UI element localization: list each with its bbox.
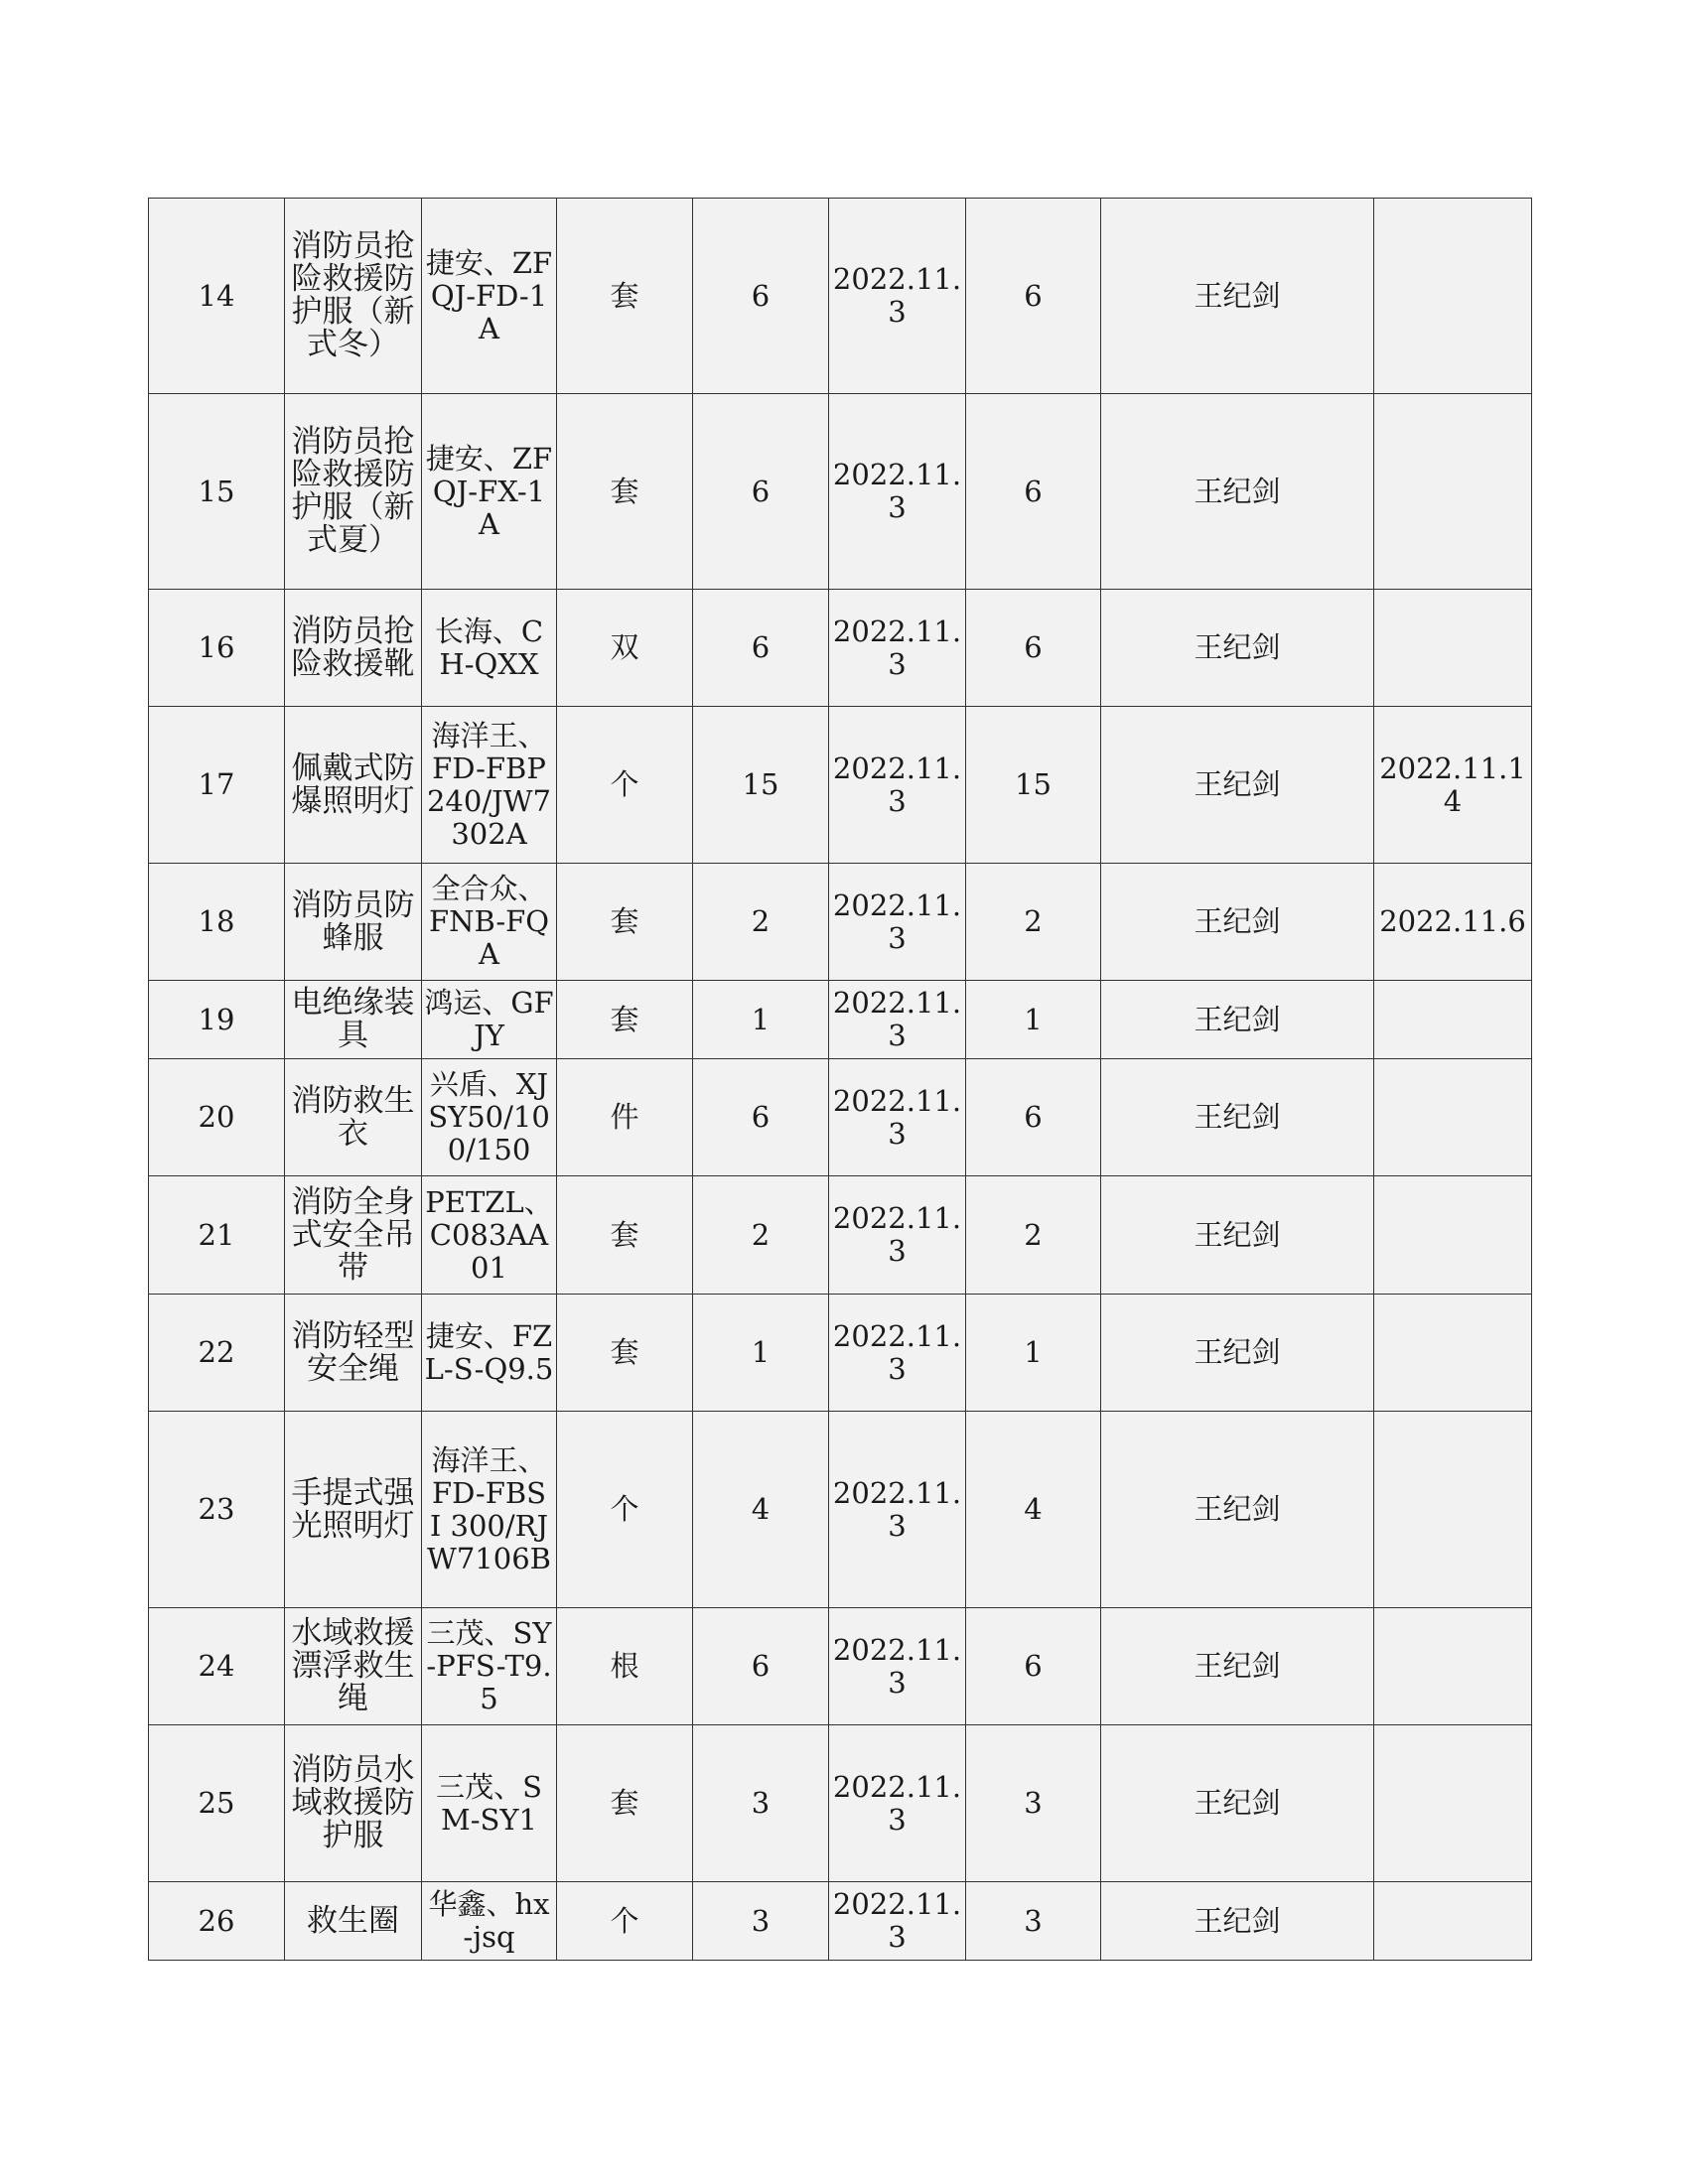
cell-model: 三茂、SM-SY1 bbox=[422, 1725, 557, 1882]
cell-name: 手提式强光照明灯 bbox=[285, 1412, 422, 1608]
cell-date2 bbox=[1374, 590, 1532, 707]
cell-model: 捷安、ZFQJ-FD-1A bbox=[422, 199, 557, 394]
cell-qty2: 6 bbox=[966, 590, 1101, 707]
cell-name: 救生圈 bbox=[285, 1882, 422, 1961]
table-row bbox=[149, 590, 1532, 707]
cell-name: 消防全身式安全吊带 bbox=[285, 1176, 422, 1295]
cell-model: 兴盾、XJSY50/100/150 bbox=[422, 1059, 557, 1176]
cell-qty: 3 bbox=[693, 1882, 829, 1961]
cell-date2 bbox=[1374, 1059, 1532, 1176]
cell-no: 19 bbox=[149, 981, 285, 1059]
cell-unit: 套 bbox=[557, 981, 693, 1059]
cell-name: 水域救援漂浮救生绳 bbox=[285, 1608, 422, 1725]
cell-date2 bbox=[1374, 981, 1532, 1059]
cell-no: 15 bbox=[149, 394, 285, 590]
cell-qty2: 2 bbox=[966, 864, 1101, 981]
cell-qty: 1 bbox=[693, 1295, 829, 1412]
cell-no: 16 bbox=[149, 590, 285, 707]
cell-keeper: 王纪剑 bbox=[1101, 394, 1374, 590]
table-row bbox=[149, 1608, 1532, 1725]
cell-unit: 套 bbox=[557, 1725, 693, 1882]
cell-qty2: 1 bbox=[966, 981, 1101, 1059]
cell-name: 消防轻型安全绳 bbox=[285, 1295, 422, 1412]
cell-keeper: 王纪剑 bbox=[1101, 1725, 1374, 1882]
cell-unit: 套 bbox=[557, 394, 693, 590]
cell-date: 2022.11.3 bbox=[829, 1608, 966, 1725]
cell-qty2: 15 bbox=[966, 707, 1101, 864]
cell-date2 bbox=[1374, 1295, 1532, 1412]
cell-date: 2022.11.3 bbox=[829, 199, 966, 394]
cell-qty2: 6 bbox=[966, 394, 1101, 590]
cell-model: 海洋王、FD-FBS I 300/RJW7106B bbox=[422, 1412, 557, 1608]
cell-qty: 2 bbox=[693, 864, 829, 981]
cell-model: 捷安、FZL-S-Q9.5 bbox=[422, 1295, 557, 1412]
cell-qty: 6 bbox=[693, 1608, 829, 1725]
cell-name: 消防救生衣 bbox=[285, 1059, 422, 1176]
cell-name: 佩戴式防爆照明灯 bbox=[285, 707, 422, 864]
cell-unit: 件 bbox=[557, 1059, 693, 1176]
table-row bbox=[149, 199, 1532, 394]
cell-qty2: 3 bbox=[966, 1882, 1101, 1961]
table-row bbox=[149, 1295, 1532, 1412]
cell-date2 bbox=[1374, 1176, 1532, 1295]
cell-no: 21 bbox=[149, 1176, 285, 1295]
cell-qty: 3 bbox=[693, 1725, 829, 1882]
cell-name: 消防员抢险救援防护服（新式冬） bbox=[285, 199, 422, 394]
cell-qty2: 2 bbox=[966, 1176, 1101, 1295]
cell-qty2: 6 bbox=[966, 1608, 1101, 1725]
cell-name: 消防员抢险救援防护服（新式夏） bbox=[285, 394, 422, 590]
cell-unit: 个 bbox=[557, 707, 693, 864]
cell-no: 25 bbox=[149, 1725, 285, 1882]
cell-model: 华鑫、hx-jsq bbox=[422, 1882, 557, 1961]
cell-date: 2022.11.3 bbox=[829, 590, 966, 707]
cell-qty: 6 bbox=[693, 590, 829, 707]
cell-keeper: 王纪剑 bbox=[1101, 1412, 1374, 1608]
cell-qty: 6 bbox=[693, 199, 829, 394]
cell-qty: 4 bbox=[693, 1412, 829, 1608]
table-row bbox=[149, 1412, 1532, 1608]
cell-no: 23 bbox=[149, 1412, 285, 1608]
cell-model: 捷安、ZFQJ-FX-1A bbox=[422, 394, 557, 590]
cell-date2 bbox=[1374, 1882, 1532, 1961]
cell-keeper: 王纪剑 bbox=[1101, 707, 1374, 864]
cell-keeper: 王纪剑 bbox=[1101, 590, 1374, 707]
cell-date: 2022.11.3 bbox=[829, 981, 966, 1059]
cell-model: 海洋王、FD-FBP240/JW7302A bbox=[422, 707, 557, 864]
cell-date: 2022.11.3 bbox=[829, 1059, 966, 1176]
cell-keeper: 王纪剑 bbox=[1101, 1608, 1374, 1725]
cell-no: 14 bbox=[149, 199, 285, 394]
cell-qty: 15 bbox=[693, 707, 829, 864]
cell-unit: 套 bbox=[557, 1295, 693, 1412]
cell-model: PETZL、C083AA01 bbox=[422, 1176, 557, 1295]
cell-date2 bbox=[1374, 1608, 1532, 1725]
cell-date: 2022.11.3 bbox=[829, 707, 966, 864]
cell-keeper: 王纪剑 bbox=[1101, 199, 1374, 394]
cell-qty2: 3 bbox=[966, 1725, 1101, 1882]
cell-keeper: 王纪剑 bbox=[1101, 1882, 1374, 1961]
cell-model: 长海、CH-QXX bbox=[422, 590, 557, 707]
cell-no: 26 bbox=[149, 1882, 285, 1961]
cell-unit: 双 bbox=[557, 590, 693, 707]
cell-no: 17 bbox=[149, 707, 285, 864]
cell-unit: 套 bbox=[557, 1176, 693, 1295]
cell-date2 bbox=[1374, 199, 1532, 394]
cell-unit: 套 bbox=[557, 199, 693, 394]
cell-keeper: 王纪剑 bbox=[1101, 1059, 1374, 1176]
cell-qty2: 1 bbox=[966, 1295, 1101, 1412]
cell-no: 18 bbox=[149, 864, 285, 981]
table-row bbox=[149, 981, 1532, 1059]
cell-date: 2022.11.3 bbox=[829, 394, 966, 590]
cell-date2 bbox=[1374, 394, 1532, 590]
cell-qty2: 4 bbox=[966, 1412, 1101, 1608]
cell-name: 电绝缘装具 bbox=[285, 981, 422, 1059]
cell-qty2: 6 bbox=[966, 199, 1101, 394]
cell-date: 2022.11.3 bbox=[829, 1725, 966, 1882]
table-row bbox=[149, 1059, 1532, 1176]
cell-date2 bbox=[1374, 1412, 1532, 1608]
table-row bbox=[149, 864, 1532, 981]
table-row bbox=[149, 707, 1532, 864]
table-row bbox=[149, 394, 1532, 590]
cell-keeper: 王纪剑 bbox=[1101, 1295, 1374, 1412]
cell-unit: 根 bbox=[557, 1608, 693, 1725]
cell-date: 2022.11.3 bbox=[829, 1176, 966, 1295]
table-row bbox=[149, 1176, 1532, 1295]
cell-qty: 6 bbox=[693, 1059, 829, 1176]
cell-date: 2022.11.3 bbox=[829, 864, 966, 981]
cell-date2: 2022.11.14 bbox=[1374, 707, 1532, 864]
equipment-table bbox=[148, 198, 1532, 1961]
cell-date: 2022.11.3 bbox=[829, 1882, 966, 1961]
cell-model: 鸿运、GFJY bbox=[422, 981, 557, 1059]
cell-no: 20 bbox=[149, 1059, 285, 1176]
cell-no: 24 bbox=[149, 1608, 285, 1725]
cell-date2 bbox=[1374, 1725, 1532, 1882]
cell-keeper: 王纪剑 bbox=[1101, 981, 1374, 1059]
cell-keeper: 王纪剑 bbox=[1101, 1176, 1374, 1295]
cell-model: 三茂、SY-PFS-T9.5 bbox=[422, 1608, 557, 1725]
cell-qty: 2 bbox=[693, 1176, 829, 1295]
cell-unit: 套 bbox=[557, 864, 693, 981]
cell-name: 消防员防蜂服 bbox=[285, 864, 422, 981]
cell-keeper: 王纪剑 bbox=[1101, 864, 1374, 981]
cell-qty: 1 bbox=[693, 981, 829, 1059]
cell-name: 消防员水域救援防护服 bbox=[285, 1725, 422, 1882]
table-row bbox=[149, 1882, 1532, 1961]
cell-name: 消防员抢险救援靴 bbox=[285, 590, 422, 707]
cell-qty2: 6 bbox=[966, 1059, 1101, 1176]
cell-unit: 个 bbox=[557, 1882, 693, 1961]
cell-date: 2022.11.3 bbox=[829, 1412, 966, 1608]
table-body bbox=[149, 199, 1532, 1961]
cell-model: 全合众、FNB-FQA bbox=[422, 864, 557, 981]
cell-date2: 2022.11.6 bbox=[1374, 864, 1532, 981]
cell-qty: 6 bbox=[693, 394, 829, 590]
cell-date: 2022.11.3 bbox=[829, 1295, 966, 1412]
cell-unit: 个 bbox=[557, 1412, 693, 1608]
table-row bbox=[149, 1725, 1532, 1882]
cell-no: 22 bbox=[149, 1295, 285, 1412]
